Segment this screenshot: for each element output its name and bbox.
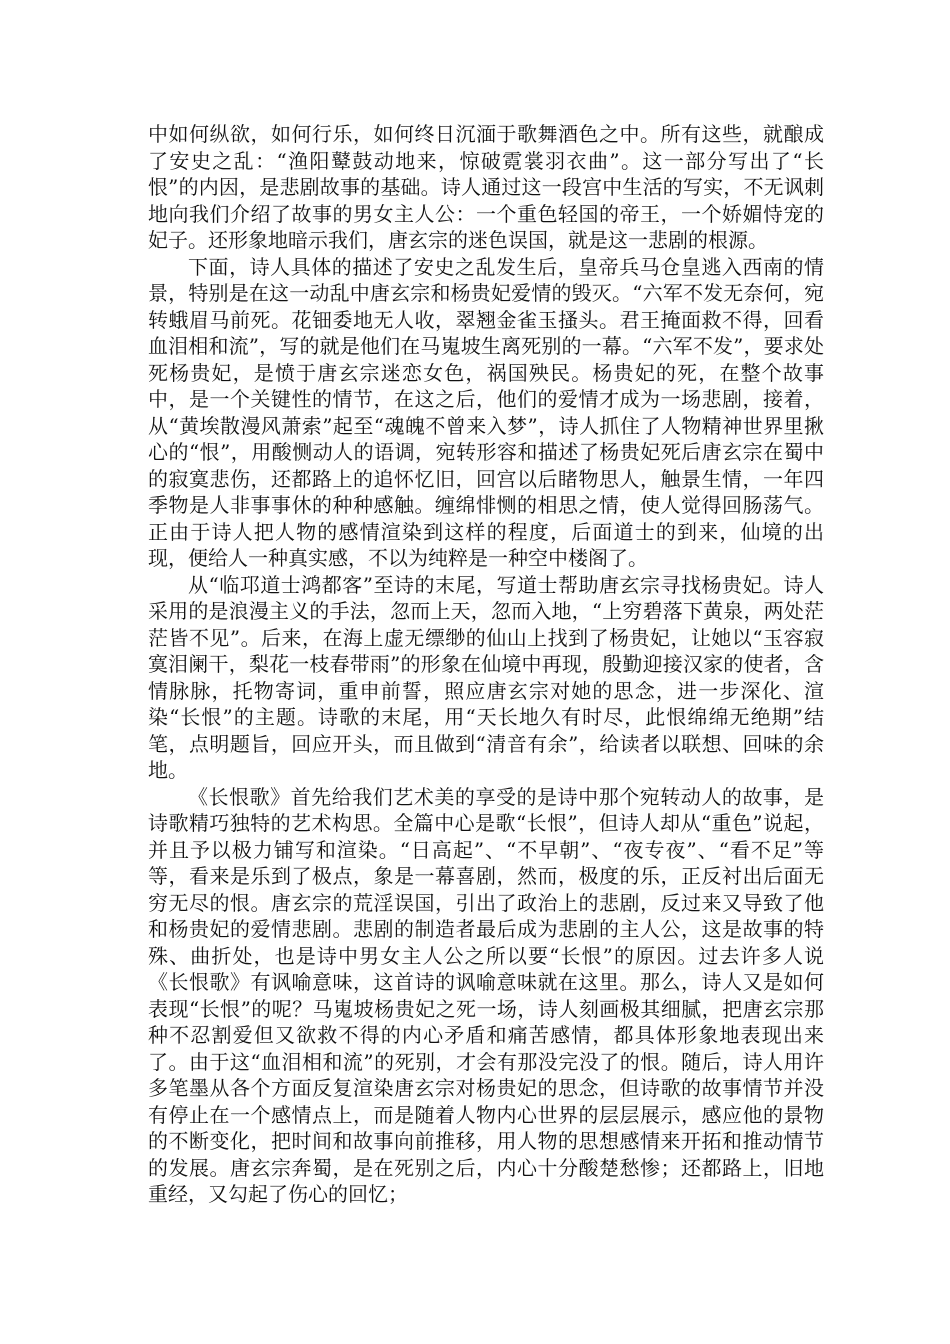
paragraph: 从“临邛道士鸿都客”至诗的末尾，写道士帮助唐玄宗寻找杨贵妃。诗人采用的是浪漫主义的手法，忽而上天，忽而入地，“上穷碧落下黄泉，两处茫茫皆不见”。后来，在海上虚无缥缈的仙山上找到了杨贵妃，让她以“玉容寂寞泪阑干，梨花一枝春带雨”的形象在仙境中再现，殷勤迎接汉家的使者，含情脉脉，托物寄词，重申前誓，照应唐玄宗对她的思念，进一步深化、渲染“长恨”的主题。诗歌的末尾，用“天长地久有时尽，此恨绵绵无绝期”结笔，点明题旨，回应开头，而且做到“清音有余”，给读者以联想、回味的余地。 bbox=[148, 572, 824, 782]
paragraph: 下面，诗人具体的描述了安史之乱发生后，皇帝兵马仓皇逃入西南的情景，特别是在这一动乱中唐玄宗和杨贵妃爱情的毁灭。“六军不发无奈何，宛转蛾眉马前死。花钿委地无人收，翠翘金雀玉搔头。君王掩面救不得，回看血泪相和流”，写的就是他们在马嵬坡生离死别的一幕。“六军不发”，要求处死杨贵妃，是愤于唐玄宗迷恋女色，祸国殃民。杨贵妃的死，在整个故事中，是一个关键性的情节，在这之后，他们的爱情才成为一场悲剧，接着，从“黄埃散漫风萧索”起至“魂魄不曾来入梦”，诗人抓住了人物精神世界里揪心的“恨”，用酸恻动人的语调，宛转形容和描述了杨贵妃死后唐玄宗在蜀中的寂寞悲伤，还都路上的追怀忆旧，回宫以后睹物思人，触景生情，一年四季物是人非事事休的种种感触。缠绵悱恻的相思之情，使人觉得回肠荡气。正由于诗人把人物的感情渲染到这样的程度，后面道士的到来，仙境的出现，便给人一种真实感，不以为纯粹是一种空中楼阁了。 bbox=[148, 254, 824, 570]
document-body bbox=[148, 121, 824, 1208]
paragraph: 《长恨歌》首先给我们艺术美的享受的是诗中那个宛转动人的故事，是诗歌精巧独特的艺术构思。全篇中心是歌“长恨”，但诗人却从“重色”说起，并且予以极力铺写和渲染。“日高起”、“不早朝”、“夜专夜”、“看不足”等等，看来是乐到了极点，象是一幕喜剧，然而，极度的乐，正反衬出后面无穷无尽的恨。唐玄宗的荒淫误国，引出了政治上的悲剧，反过来又导致了他和杨贵妃的爱情悲剧。悲剧的制造者最后成为悲剧的主人公，这是故事的特殊、曲折处，也是诗中男女主人公之所以要“长恨”的原因。过去许多人说《长恨歌》有讽喻意味，这首诗的讽喻意味就在这里。那么，诗人又是如何表现“长恨”的呢？马嵬坡杨贵妃之死一场，诗人刻画极其细腻，把唐玄宗那种不忍割爱但又欲救不得的内心矛盾和痛苦感情，都具体形象地表现出来了。由于这“血泪相和流”的死别，才会有那没完没了的恨。随后，诗人用许多笔墨从各个方面反复渲染唐玄宗对杨贵妃的思念，但诗歌的故事情节并没有停止在一个感情点上，而是随着人物内心世界的层层展示，感应他的景物的不断变化，把时间和故事向前推移，用人物的思想感情来开拓和推动情节的发展。唐玄宗奔蜀，是在死别之后，内心十分酸楚愁惨；还都路上，旧地重经，又勾起了伤心的回忆； bbox=[148, 784, 824, 1206]
paragraph-continued: 中如何纵欲，如何行乐，如何终日沉湎于歌舞酒色之中。所有这些，就酿成了安史之乱：“渔阳鼙鼓动地来，惊破霓裳羽衣曲”。这一部分写出了“长恨”的内因，是悲剧故事的基础。诗人通过这一段宫中生活的写实，不无讽刺地向我们介绍了故事的男女主人公：一个重色轻国的帝王，一个娇媚恃宠的妃子。还形象地暗示我们，唐玄宗的迷色误国，就是这一悲剧的根源。 bbox=[148, 122, 824, 252]
